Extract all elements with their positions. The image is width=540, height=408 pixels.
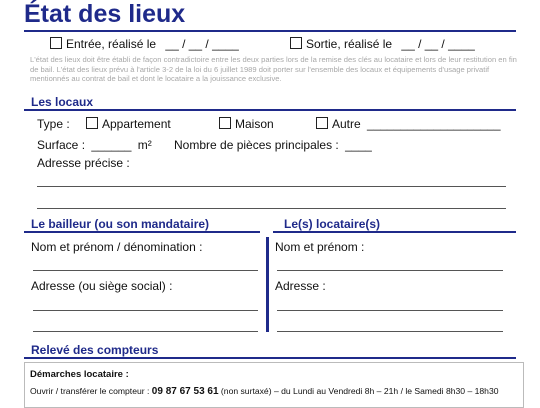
- autre-blank[interactable]: ____________________: [367, 117, 501, 131]
- surface-blank[interactable]: ______: [91, 138, 132, 152]
- title-rule: [24, 30, 516, 32]
- exit-checkbox[interactable]: [290, 37, 302, 49]
- option-maison[interactable]: [219, 117, 274, 131]
- locaux-rule: [24, 109, 516, 111]
- exit-date-blank[interactable]: __ / __ / ____: [401, 37, 475, 51]
- type-label: Type :: [37, 117, 70, 131]
- option-autre-label: Autre: [332, 117, 361, 131]
- page-title: État des lieux: [24, 0, 186, 28]
- entry-label: Entrée, réalisé le: [66, 37, 157, 51]
- demarches-title: Démarches locataire :: [30, 369, 129, 380]
- locataire-address-line-1[interactable]: [277, 310, 503, 311]
- bailleur-address-label: Adresse (ou siège social) :: [31, 279, 173, 293]
- bailleur-name-line[interactable]: [33, 270, 258, 271]
- bailleur-address-line-2[interactable]: [33, 331, 258, 332]
- surface-unit: m²: [137, 138, 152, 152]
- surface-label: Surface :: [37, 138, 86, 152]
- surface-row: [37, 138, 152, 152]
- entry-field[interactable]: [50, 37, 239, 51]
- demarches-line-suffix: (non surtaxé) – du Lundi au Vendredi 8h – 21h / le Samedi 8h30 – 18h30: [220, 386, 499, 396]
- locataire-address-line-2[interactable]: [277, 331, 503, 332]
- locataire-address-label: Adresse :: [275, 279, 326, 293]
- appartement-checkbox[interactable]: [86, 117, 98, 129]
- rooms-row: [174, 138, 372, 152]
- entry-checkbox[interactable]: [50, 37, 62, 49]
- bailleur-heading: Le bailleur (ou son mandataire): [31, 217, 210, 231]
- option-appartement-label: Appartement: [102, 117, 171, 131]
- maison-checkbox[interactable]: [219, 117, 231, 129]
- demarches-line: [30, 386, 499, 397]
- type-row: [37, 117, 70, 131]
- column-divider: [266, 237, 269, 332]
- rooms-blank[interactable]: ____: [345, 138, 372, 152]
- entry-date-blank[interactable]: __ / __ / ____: [165, 37, 239, 51]
- locataire-heading: Le(s) locataire(s): [284, 217, 381, 231]
- locataire-name-line[interactable]: [277, 270, 503, 271]
- phone-number[interactable]: 09 87 67 53 61: [151, 386, 219, 397]
- rooms-label: Nombre de pièces principales :: [174, 138, 339, 152]
- option-appartement[interactable]: [86, 117, 171, 131]
- exit-label: Sortie, réalisé le: [306, 37, 393, 51]
- locataire-name-label: Nom et prénom :: [275, 240, 365, 254]
- bailleur-address-line-1[interactable]: [33, 310, 258, 311]
- bailleur-rule: [24, 231, 260, 233]
- locataire-rule: [273, 231, 516, 233]
- compteurs-heading: Relevé des compteurs: [31, 343, 159, 357]
- address-label: Adresse précise :: [37, 156, 130, 170]
- address-line-1[interactable]: [37, 186, 506, 187]
- address-line-2[interactable]: [37, 208, 506, 209]
- compteurs-rule: [24, 357, 516, 359]
- demarches-line-prefix: Ouvrir / transférer le compteur :: [30, 386, 150, 396]
- exit-field[interactable]: [290, 37, 475, 51]
- bailleur-name-label: Nom et prénom / dénomination :: [31, 240, 203, 254]
- option-autre[interactable]: [316, 117, 501, 131]
- option-maison-label: Maison: [235, 117, 274, 131]
- section-locaux-heading: Les locaux: [31, 95, 94, 109]
- legal-notice: L'état des lieux doit être établi de façon contradictoire entre les deux parties lors de la remise des clés au locataire et lors de leur restitution en fin de bail. L'état des lieux prévu à l'article 3-2 de la loi du 6 juillet 1989 doit porter sur l'ensemble des locaux et équipements d'usage privatif mentionnés au contrat de bail et dont le locataire a la jouissance exclusive.: [30, 55, 517, 84]
- autre-checkbox[interactable]: [316, 117, 328, 129]
